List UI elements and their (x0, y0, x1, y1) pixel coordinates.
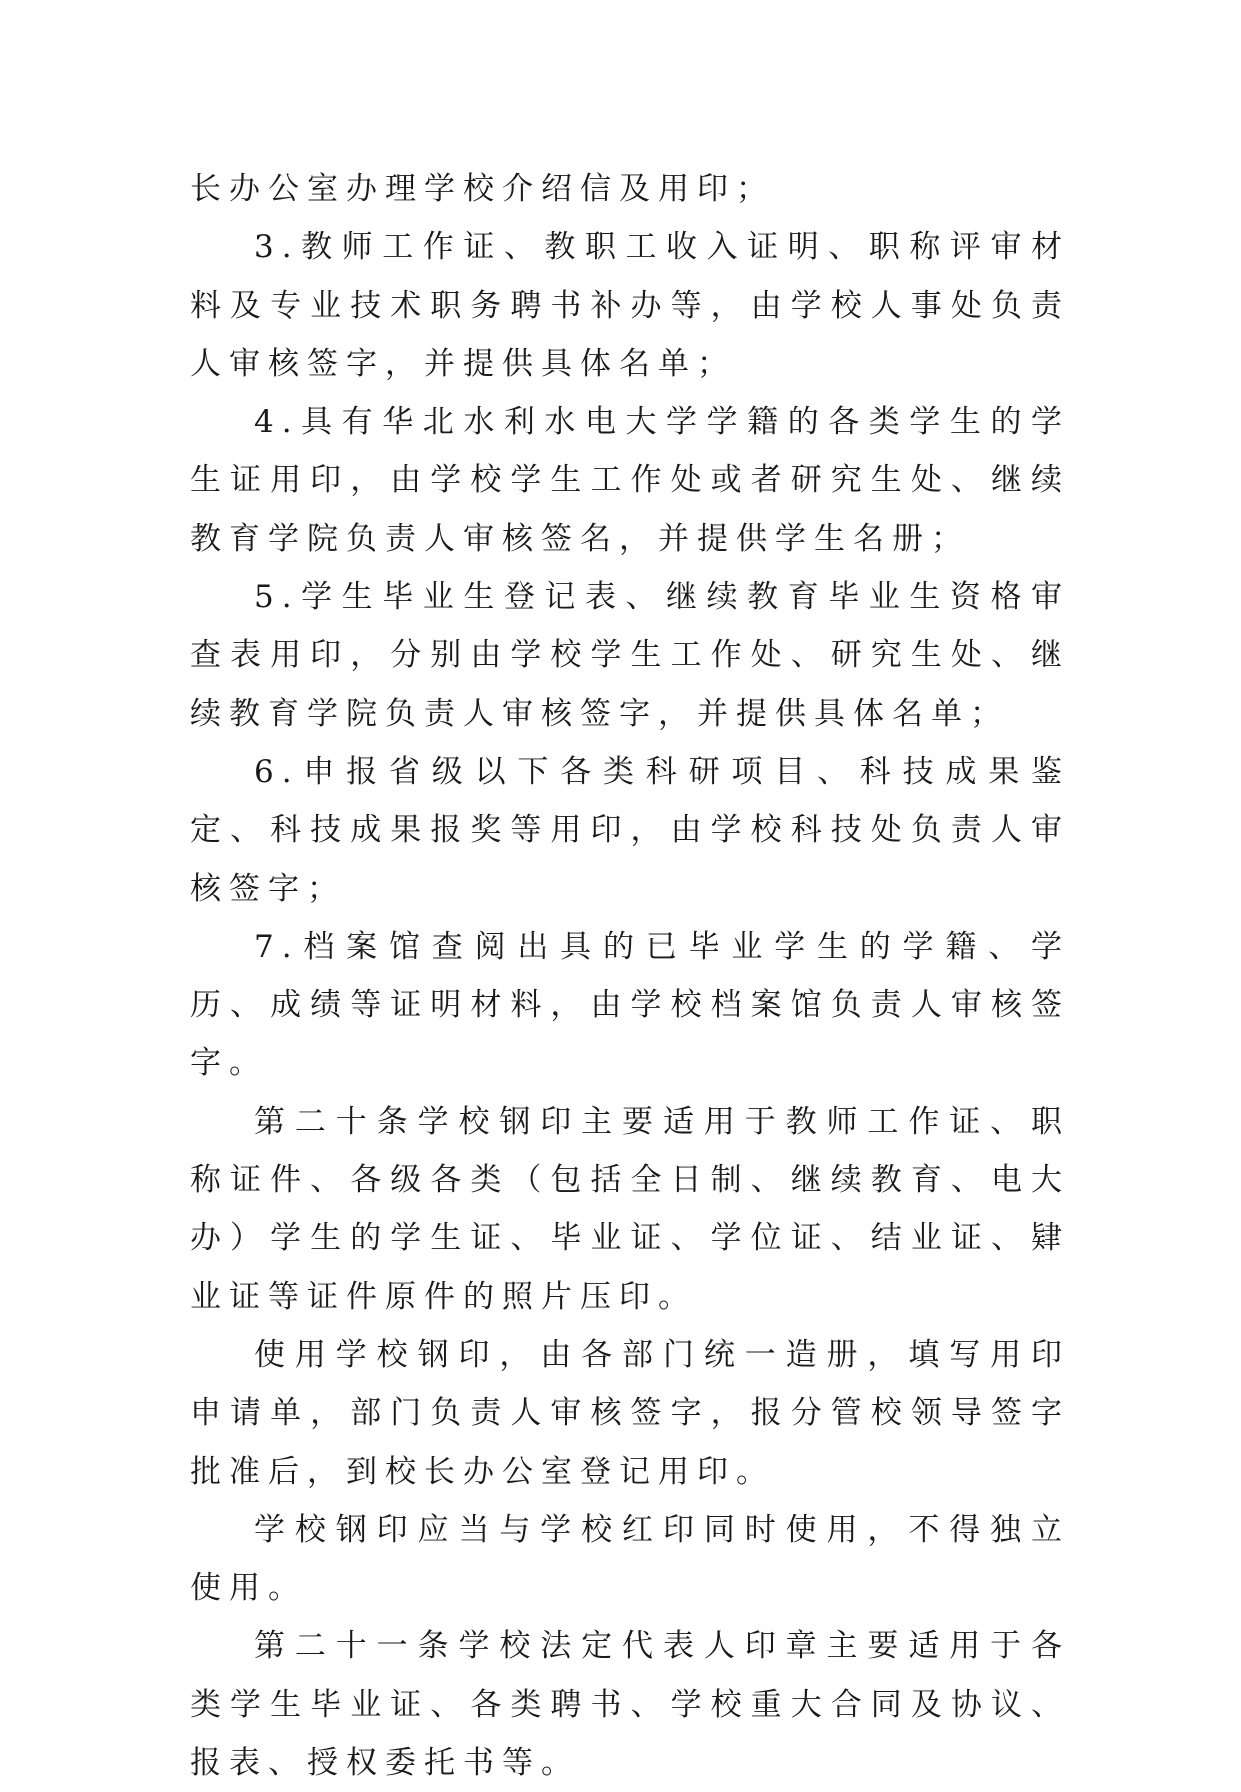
paragraph-item-5: 5.学生毕业生登记表、继续教育毕业生资格审查表用印，分别由学校学生工作处、研究生处、继续教育学院负责人审核签字，并提供具体名单； (190, 579, 1070, 732)
paragraph-continuation: 长办公室办理学校介绍信及用印； (190, 171, 775, 207)
paragraph-item-4: 4.具有华北水利水电大学学籍的各类学生的学生证用印，由学校学生工作处或者研究生处、继续教育学院负责人审核签名，并提供学生名册； (190, 404, 1070, 557)
paragraph-article-20: 第二十条学校钢印主要适用于教师工作证、职称证件、各级各类（包括全日制、继续教育、电大办）学生的学生证、毕业证、学位证、结业证、肄业证等证件原件的照片压印。 (190, 1103, 1070, 1315)
paragraph-steel-seal-usage: 使用学校钢印，由各部门统一造册，填写用印申请单，部门负责人审核签字，报分管校领导签字批准后，到校长办公室登记用印。 (190, 1336, 1070, 1490)
paragraph-item-6: 6.申报省级以下各类科研项目、科技成果鉴定、科技成果报奖等用印，由学校科技处负责人审核签字； (190, 753, 1070, 907)
paragraph-item-7: 7.档案馆查阅出具的已毕业学生的学籍、学历、成绩等证明材料，由学校档案馆负责人审核签字。 (190, 928, 1070, 1082)
paragraph-steel-seal-rule: 学校钢印应当与学校红印同时使用，不得独立使用。 (190, 1511, 1070, 1607)
paragraph-item-3: 3.教师工作证、教职工收入证明、职称评审材料及专业技术职务聘书补办等，由学校人事处负责人审核签字，并提供具体名单； (190, 229, 1070, 382)
paragraph-article-21: 第二十一条学校法定代表人印章主要适用于各类学生毕业证、各类聘书、学校重大合同及协议、报表、授权委托书等。 (190, 1628, 1070, 1782)
document-body (190, 160, 1070, 1792)
